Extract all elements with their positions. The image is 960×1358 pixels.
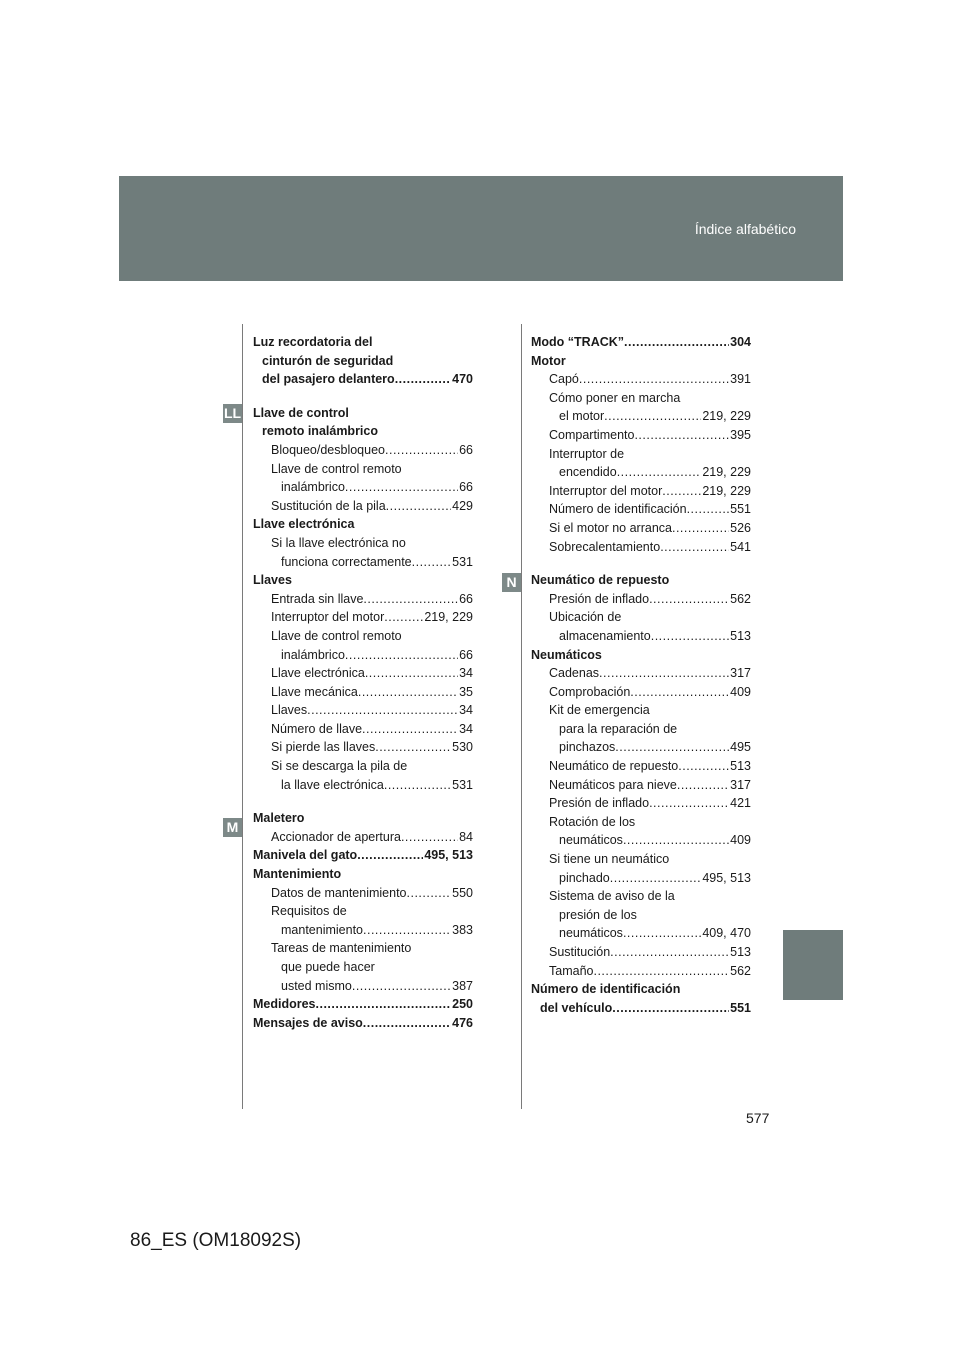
entry-page-ref: 84 [459,829,473,844]
dot-leader [316,995,452,1014]
entry-page-ref: 383 [452,922,473,937]
index-entry [253,664,473,683]
index-entry [531,407,751,426]
entry-label: la llave electrónica [281,777,384,792]
index-entry: Neumático de repuesto [531,573,670,588]
index-entry [531,370,751,389]
entry-label: Número de identificación [549,502,687,517]
index-entry: Motor [531,353,566,368]
index-entry [531,831,751,850]
dot-leader [358,683,458,702]
entry-page-ref: 66 [459,442,473,457]
dot-leader [357,846,423,865]
entry-label: Interruptor del motor [549,483,663,498]
dot-leader [687,500,730,519]
dot-leader [599,664,729,683]
entry-page-ref: 541 [730,539,751,554]
index-entry [531,333,751,352]
dot-leader [384,608,423,627]
index-entry: que puede hacer [281,960,375,974]
entry-page-ref: 513 [730,759,751,774]
entry-label: Sustitución de la pila [271,498,386,513]
entry-page-ref: 317 [730,777,751,792]
entry-page-ref: 409 [730,833,751,848]
entry-page-ref: 550 [452,885,473,900]
index-entry: Requisitos de [271,904,347,919]
entry-page-ref: 219, 229 [424,610,473,625]
entry-page-ref: 429 [452,498,473,513]
dot-leader [412,553,452,572]
entry-label: neumáticos [559,833,623,848]
entry-page-ref: 219, 229 [702,483,751,498]
index-entry [253,441,473,460]
index-entry: Llave electrónica [253,517,355,532]
index-entry [531,627,751,646]
entry-page-ref: 526 [730,520,751,535]
dot-leader [365,664,458,683]
entry-page-ref: 219, 229 [702,465,751,480]
letter-marker-n: N [502,573,521,592]
index-entry [531,924,751,943]
entry-label: Compartimento [549,427,635,442]
index-entry [253,370,473,389]
entry-label: Llave mecánica [271,684,358,699]
index-entry [531,664,751,683]
index-entry [531,776,751,795]
index-column-left [253,333,473,1032]
entry-label: pinchado [559,870,610,885]
dot-leader [649,590,729,609]
entry-label: Llave electrónica [271,666,365,681]
dot-leader [363,921,451,940]
entry-page-ref: 530 [452,740,473,755]
entry-page-ref: 391 [730,372,751,387]
dot-leader [617,463,702,482]
dot-leader [385,441,458,460]
entry-label: del vehículo [540,1000,613,1015]
entry-spacer [531,556,751,571]
dot-leader [662,482,701,501]
index-entry [253,738,473,757]
entry-spacer [253,794,473,809]
index-entry [253,720,473,739]
entry-label: Presión de inflado [549,796,650,811]
section-title: Índice alfabético [694,221,796,237]
index-entry [531,962,751,981]
index-entry [531,999,751,1018]
index-entry: Cómo poner en marcha [549,390,681,405]
dot-leader [630,683,729,702]
dot-leader [395,370,451,389]
entry-label: almacenamiento [559,628,651,643]
entry-spacer [253,389,473,404]
entry-page-ref: 66 [459,591,473,606]
index-entry: Si la llave electrónica no [271,535,406,550]
index-entry [531,463,751,482]
index-entry [531,590,751,609]
entry-label: el motor [559,409,605,424]
entry-page-ref: 470 [452,372,473,387]
entry-label: Datos de mantenimiento [271,885,407,900]
index-entry: Llave de control remoto [271,461,402,476]
entry-label: Interruptor del motor [271,610,385,625]
entry-page-ref: 409, 470 [702,926,751,941]
index-entry: Si tiene un neumático [549,852,670,867]
index-column-right [531,333,751,1017]
entry-label: inalámbrico [281,647,345,662]
entry-page-ref: 495, 513 [702,870,751,885]
entry-page-ref: 531 [452,554,473,569]
entry-page-ref: 34 [459,666,473,681]
letter-marker-m: M [223,818,242,837]
index-entry [531,683,751,702]
dot-leader [362,720,458,739]
dot-leader [579,370,729,389]
index-entry [253,921,473,940]
index-entry [531,519,751,538]
index-entry [253,701,473,720]
index-entry [253,553,473,572]
dot-leader [660,538,729,557]
index-entry: Rotación de los [549,814,636,829]
entry-page-ref: 551 [730,502,751,517]
index-entry [253,995,473,1014]
page-header-band [119,176,843,281]
entry-page-ref: 219, 229 [702,409,751,424]
entry-label: Entrada sin llave [271,591,364,606]
index-entry: Llaves [253,573,292,588]
entry-label: Accionador de apertura [271,829,401,844]
entry-label: neumáticos [559,926,623,941]
index-entry [253,1014,473,1033]
dot-leader [407,884,452,903]
index-entry: Sistema de aviso de la [549,889,675,904]
index-entry [253,478,473,497]
dot-leader [363,1014,451,1033]
index-entry [531,869,751,888]
dot-leader [623,924,701,943]
entry-page-ref: 387 [452,978,473,993]
dot-leader [593,962,729,981]
dot-leader [672,519,729,538]
index-entry [253,846,473,865]
entry-page-ref: 513 [730,628,751,643]
entry-label: Capó [549,372,579,387]
entry-page-ref: 317 [730,666,751,681]
index-entry [253,977,473,996]
entry-label: Si el motor no arranca [549,520,672,535]
entry-page-ref: 551 [730,1000,751,1015]
index-entry: Kit de emergencia [549,703,650,718]
dot-leader [623,831,729,850]
index-entry: Mantenimiento [253,867,342,882]
index-entry [531,943,751,962]
dot-leader [610,943,729,962]
entry-label: Sobrecalentamiento [549,539,661,554]
dot-leader [384,776,451,795]
dot-leader [401,828,458,847]
entry-page-ref: 34 [459,703,473,718]
entry-label: usted mismo [281,978,352,993]
entry-label: funciona correctamente [281,554,412,569]
index-entry [253,497,473,516]
dot-leader [610,869,702,888]
index-entry: remoto inalámbrico [262,424,378,439]
entry-page-ref: 531 [452,777,473,792]
index-entry: Llave de control remoto [271,628,402,643]
section-side-tab [783,930,843,1000]
entry-page-ref: 562 [730,591,751,606]
index-entry [253,608,473,627]
index-entry: cinturón de seguridad [262,353,394,368]
index-entry: Interruptor de [549,446,625,461]
entry-label: mantenimiento [281,922,363,937]
entry-page-ref: 495, 513 [424,848,473,863]
entry-label: Tamaño [549,963,594,978]
entry-page-ref: 513 [730,945,751,959]
dot-leader [612,999,729,1018]
index-entry [253,776,473,795]
entry-page-ref: 562 [730,963,751,978]
index-entry: presión de los [559,907,637,922]
index-entry [531,738,751,757]
entry-page-ref: 395 [730,427,751,442]
entry-page-ref: 421 [730,796,751,811]
index-entry: para la reparación de [559,721,678,736]
index-entry: Si se descarga la pila de [271,759,408,774]
index-entry: Neumáticos [531,647,602,662]
dot-leader [624,333,729,352]
entry-label: pinchazos [559,740,616,755]
entry-page-ref: 34 [459,721,473,736]
page-number: 577 [746,1110,770,1126]
entry-label: Bloqueo/desbloqueo [271,442,385,457]
dot-leader [352,977,451,996]
entry-page-ref: 250 [452,997,473,1012]
index-entry [531,500,751,519]
entry-label: Llaves [271,703,308,718]
entry-label: Si pierde las llaves [271,740,376,755]
index-entry: Llave de control [253,405,349,420]
entry-label: inalámbrico [281,480,345,495]
dot-leader [677,776,729,795]
entry-page-ref: 304 [730,335,751,349]
entry-page-ref: 409 [730,684,751,699]
entry-label: encendido [559,465,617,480]
dot-leader [649,794,729,813]
index-entry [253,646,473,665]
index-entry [253,683,473,702]
index-entry [531,482,751,501]
dot-leader [307,701,458,720]
dot-leader [375,738,451,757]
dot-leader [386,497,451,516]
entry-page-ref: 476 [452,1015,473,1030]
entry-label: Mensajes de aviso [253,1015,363,1030]
entry-label: Neumáticos para nieve [549,777,677,792]
entry-label: Comprobación [549,684,631,699]
index-entry: Tareas de mantenimiento [271,941,412,956]
dot-leader [615,738,729,757]
entry-label: Neumático de repuesto [549,759,679,774]
entry-label: Cadenas [549,666,600,681]
entry-page-ref: 66 [459,647,473,662]
entry-label: Sustitución [549,945,611,959]
entry-page-ref: 35 [459,684,473,699]
dot-leader [345,646,458,665]
dot-leader [604,407,701,426]
entry-label: Medidores [253,997,316,1012]
dot-leader [345,478,458,497]
index-entry [253,884,473,903]
dot-leader [678,757,729,776]
index-entry [531,426,751,445]
column-divider-right [521,324,522,1109]
index-entry [531,538,751,557]
index-entry [531,794,751,813]
entry-label: Manivela del gato [253,848,358,863]
letter-marker-ll: LL [223,405,242,421]
index-entry [253,828,473,847]
entry-page-ref: 495 [730,740,751,755]
entry-label: Presión de inflado [549,591,650,606]
index-entry [253,590,473,609]
index-entry: Número de identificación [531,982,681,997]
index-entry: Ubicación de [549,610,622,625]
dot-leader [651,627,729,646]
dot-leader [363,590,458,609]
column-divider-left [242,324,243,1109]
entry-label: Modo “TRACK” [531,335,625,349]
document-code: 86_ES (OM18092S) [130,1230,302,1251]
index-entry: Maletero [253,811,305,826]
entry-label: del pasajero delantero [262,372,395,387]
dot-leader [634,426,729,445]
index-entry [531,757,751,776]
entry-page-ref: 66 [459,480,473,495]
entry-label: Número de llave [271,721,363,736]
index-entry: Luz recordatoria del [253,335,373,349]
